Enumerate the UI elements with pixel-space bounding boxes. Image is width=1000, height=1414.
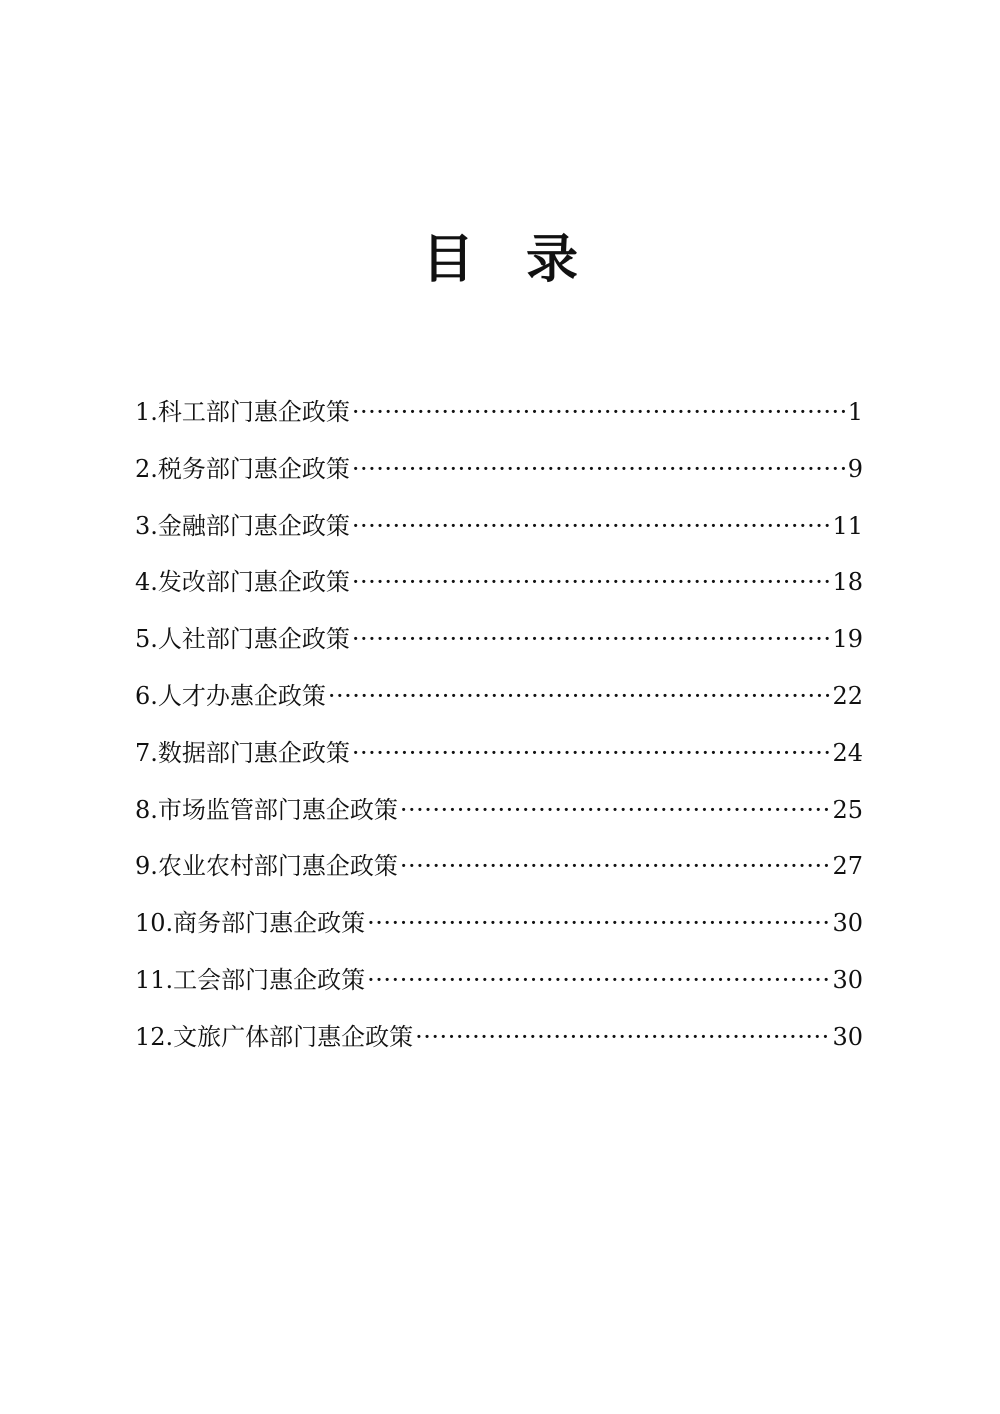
toc-leader-dots [352, 554, 831, 611]
toc-entry-page: 27 [832, 852, 863, 881]
toc-entry[interactable] [135, 1009, 863, 1066]
toc-entry[interactable] [135, 782, 863, 839]
toc-entry[interactable] [135, 895, 863, 952]
toc-entry-label: 8.市场监管部门惠企政策 [135, 795, 398, 824]
toc-entry-label: 10.商务部门惠企政策 [135, 909, 366, 938]
toc-leader-dots [415, 1009, 830, 1066]
toc-leader-dots [367, 895, 830, 952]
toc-entry-label: 2.税务部门惠企政策 [135, 454, 350, 483]
toc-entry-page: 1 [847, 398, 863, 426]
toc-entry-page: 19 [832, 625, 863, 654]
toc-leader-dots [328, 668, 831, 725]
toc-entry[interactable] [135, 838, 863, 895]
title-char-2: 录 [526, 230, 579, 290]
toc-entry-page: 18 [832, 568, 863, 597]
toc-entry[interactable] [135, 384, 863, 441]
title-char-1: 目 [421, 230, 474, 290]
toc-leader-dots [352, 611, 831, 668]
toc-entry[interactable] [135, 611, 863, 668]
toc-entry-label: 7.数据部门惠企政策 [135, 738, 350, 767]
toc-entry-label: 5.人社部门惠企政策 [135, 625, 350, 654]
toc-entry-page: 22 [832, 681, 863, 710]
toc-entry-label: 3.金融部门惠企政策 [135, 511, 350, 540]
page-title [0, 228, 1000, 292]
toc-entry-label: 9.农业农村部门惠企政策 [135, 852, 398, 881]
toc-entry-page: 30 [832, 965, 863, 994]
toc-entry-label: 12.文旅广体部门惠企政策 [135, 1022, 414, 1051]
toc-leader-dots [352, 498, 831, 555]
toc-entry[interactable] [135, 441, 863, 498]
toc-entry[interactable] [135, 668, 863, 725]
toc-entry[interactable] [135, 725, 863, 782]
toc-entry[interactable] [135, 554, 863, 611]
toc-entry-label: 6.人才办惠企政策 [135, 681, 326, 710]
toc-leader-dots [367, 952, 830, 1009]
toc-entry-label: 11.工会部门惠企政策 [135, 965, 366, 994]
toc-entry[interactable] [135, 498, 863, 555]
toc-leader-dots [352, 441, 846, 498]
toc-leader-dots [352, 384, 846, 441]
toc-entry-page: 25 [832, 795, 863, 824]
toc-leader-dots [352, 725, 831, 782]
toc-entry-page: 24 [832, 738, 863, 767]
toc-entry-page: 11 [832, 511, 863, 540]
table-of-contents [135, 384, 863, 1066]
toc-entry-page: 30 [832, 1022, 863, 1051]
toc-entry-label: 1.科工部门惠企政策 [135, 398, 350, 426]
toc-entry-page: 9 [847, 454, 863, 483]
toc-entry[interactable] [135, 952, 863, 1009]
toc-leader-dots [400, 838, 831, 895]
toc-leader-dots [400, 782, 831, 839]
toc-entry-page: 30 [832, 909, 863, 938]
toc-entry-label: 4.发改部门惠企政策 [135, 568, 350, 597]
